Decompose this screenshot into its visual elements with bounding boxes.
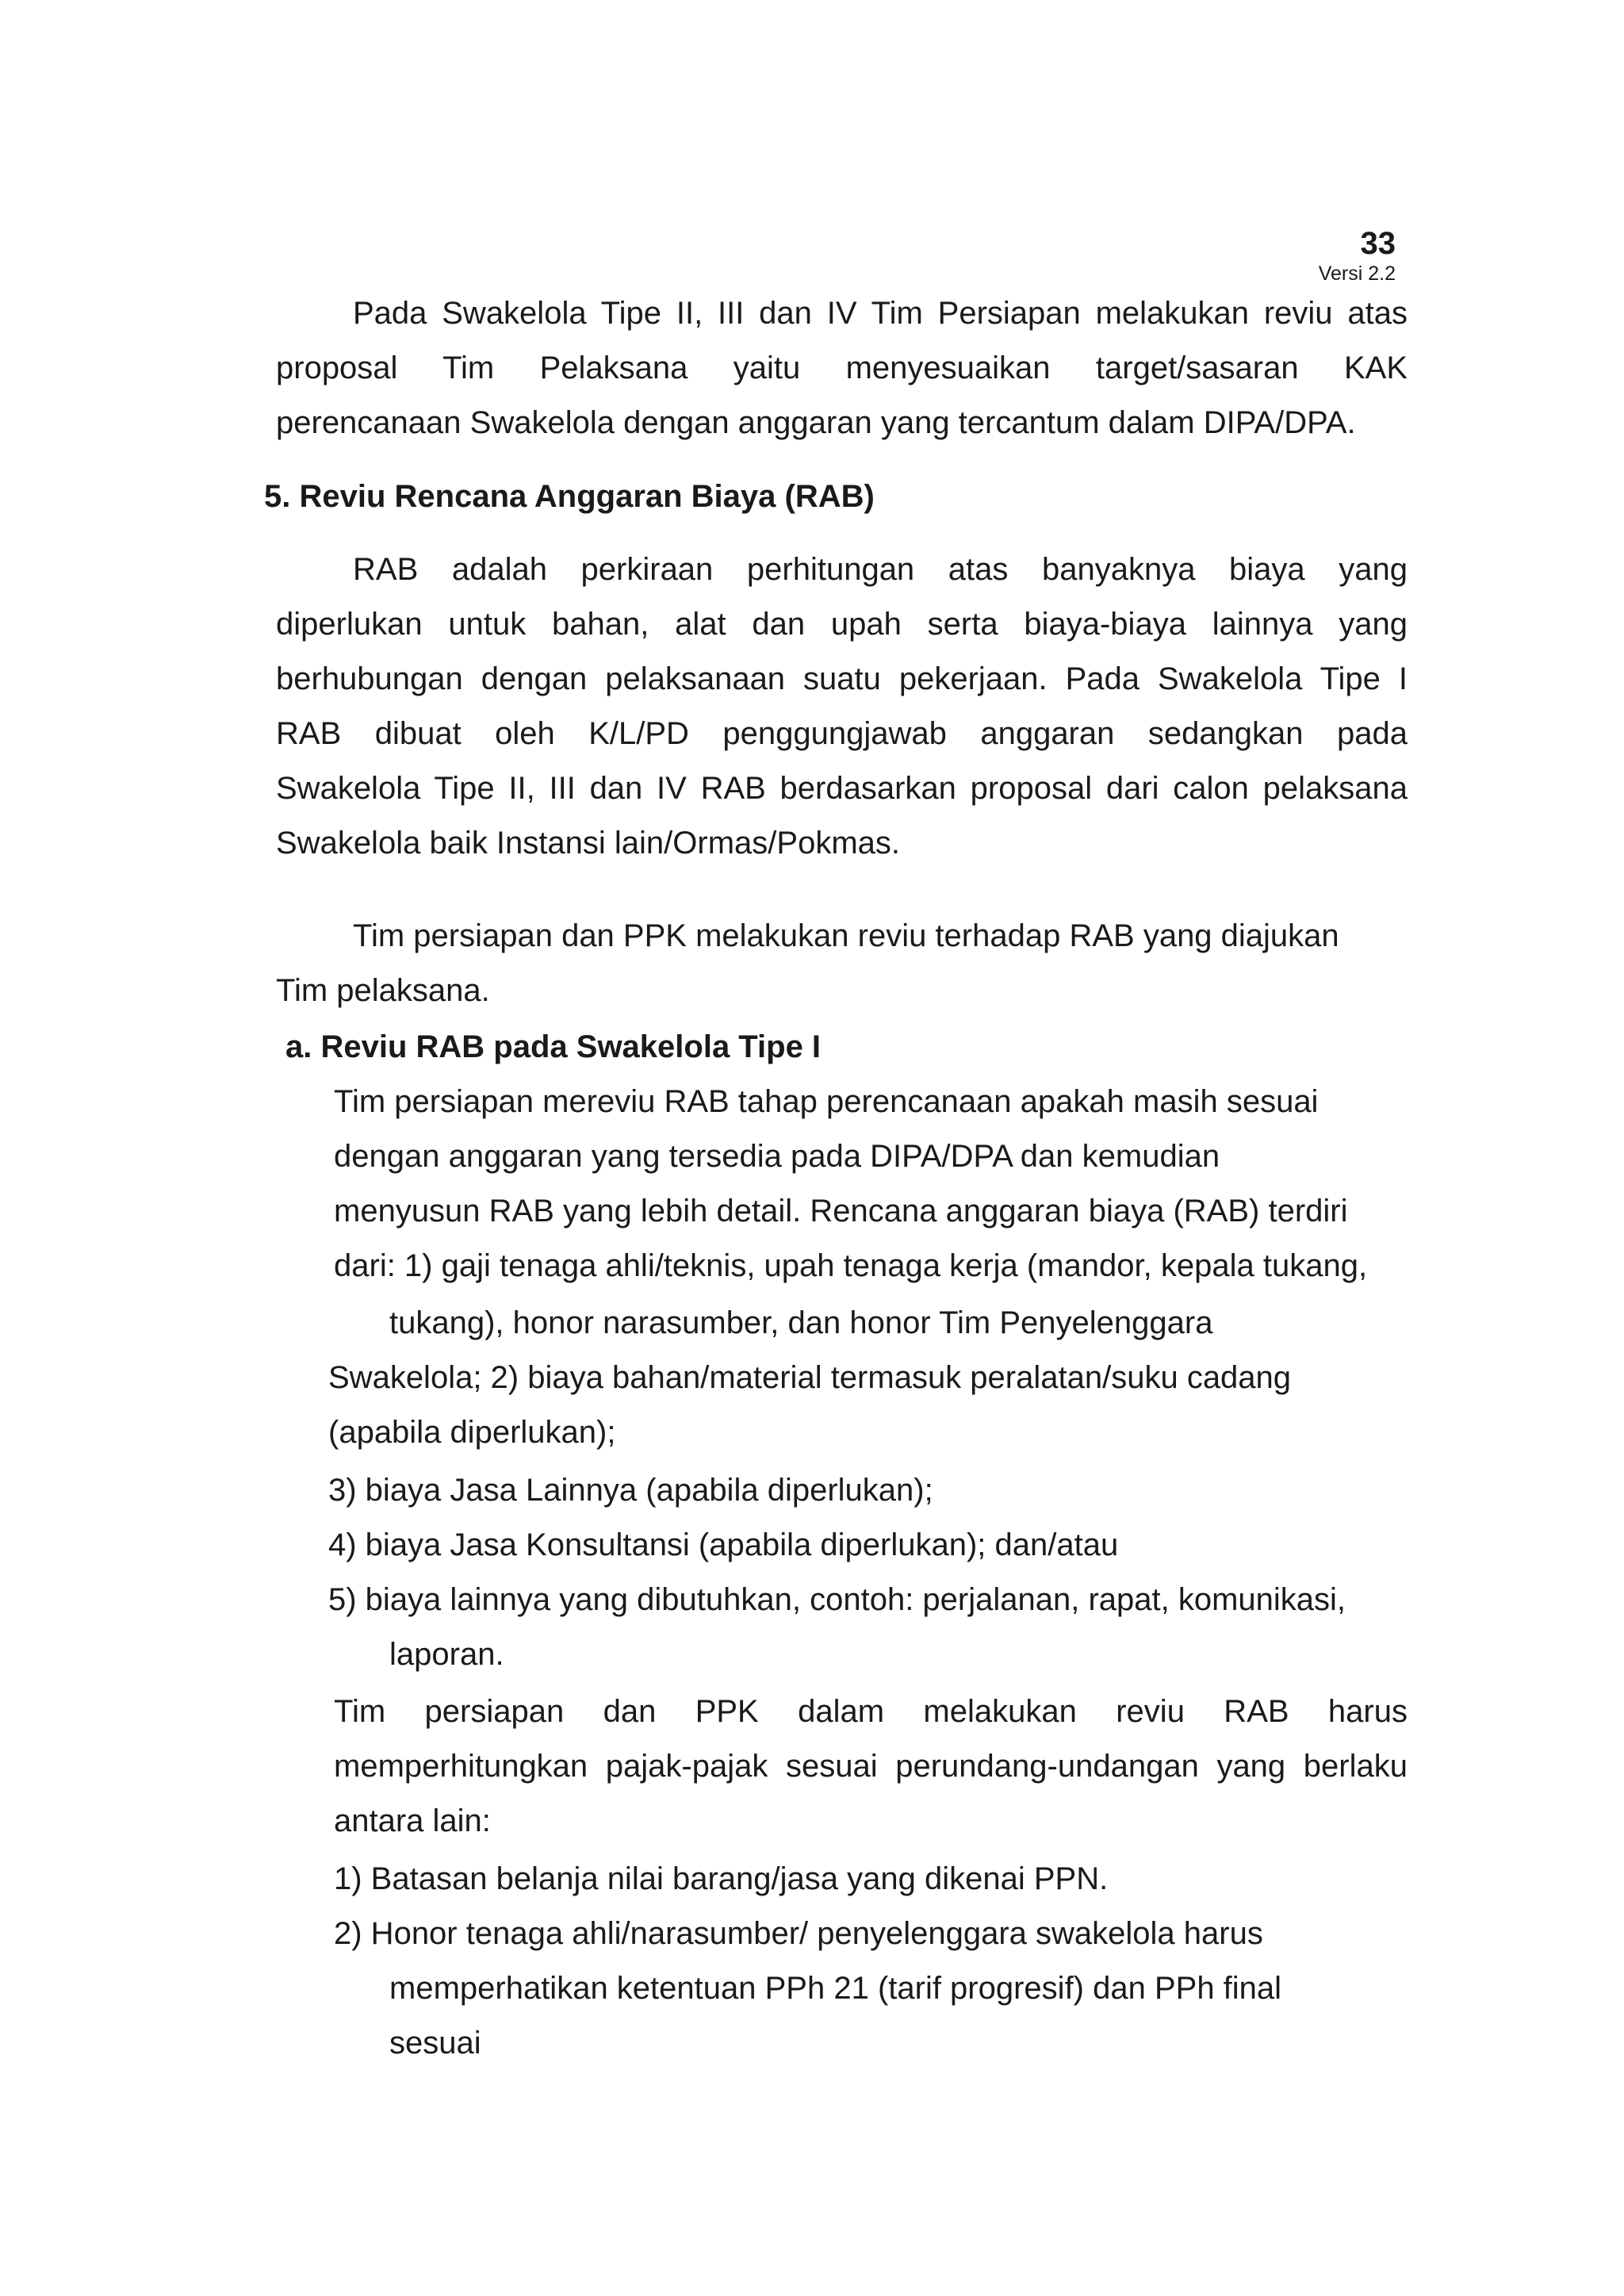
tipe1-line-2: dengan anggaran yang tersedia pada DIPA/DPA dan kemudian bbox=[334, 1139, 1220, 1174]
tax-item-2: 2) Honor tenaga ahli/narasumber/ penyelenggara swakelola harus bbox=[334, 1916, 1263, 1951]
tax-item-2-cont-2: sesuai bbox=[389, 2026, 481, 2060]
tax-item-1: 1) Batasan belanja nilai barang/jasa yang dikenai PPN. bbox=[334, 1861, 1109, 1896]
review-line-2: Tim pelaksana. bbox=[276, 973, 490, 1008]
tax-line-2: memperhitungkan pajak-pajak sesuai perundang-undangan yang berlaku bbox=[334, 1749, 1408, 1784]
tipe1-line-1: Tim persiapan mereviu RAB tahap perencanaan apakah masih sesuai bbox=[334, 1084, 1319, 1119]
tax-line-3: antara lain: bbox=[334, 1803, 491, 1838]
rab-line-5: Swakelola Tipe II, III dan IV RAB berdasarkan proposal dari calon pelaksana bbox=[276, 771, 1408, 806]
version-label: Versi 2.2 bbox=[1318, 263, 1396, 285]
list-item-3: 3) biaya Jasa Lainnya (apabila diperlukan); bbox=[328, 1473, 933, 1508]
rab-line-2: diperlukan untuk bahan, alat dan upah serta biaya-biaya lainnya yang bbox=[276, 607, 1408, 642]
intro-line-2: proposal Tim Pelaksana yaitu menyesuaikan target/sasaran KAK bbox=[276, 351, 1408, 385]
rab-line-4: RAB dibuat oleh K/L/PD penggungjawab anggaran sedangkan pada bbox=[276, 716, 1408, 751]
rab-line-1: RAB adalah perkiraan perhitungan atas banyaknya biaya yang bbox=[353, 552, 1408, 587]
rab-line-6: Swakelola baik Instansi lain/Ormas/Pokmas. bbox=[276, 826, 900, 861]
list-item-4: 4) biaya Jasa Konsultansi (apabila diperlukan); dan/atau bbox=[328, 1527, 1119, 1562]
tax-item-2-cont: memperhatikan ketentuan PPh 21 (tarif progresif) dan PPh final bbox=[389, 1971, 1282, 2006]
page-number: 33 bbox=[1360, 226, 1396, 261]
tipe1-line-5: tukang), honor narasumber, dan honor Tim Penyelenggara bbox=[389, 1305, 1213, 1340]
tipe1-line-3: menyusun RAB yang lebih detail. Rencana anggaran biaya (RAB) terdiri bbox=[334, 1194, 1348, 1228]
tipe1-line-4: dari: 1) gaji tenaga ahli/teknis, upah tenaga kerja (mandor, kepala tukang, bbox=[334, 1248, 1368, 1283]
section-heading: 5. Reviu Rencana Anggaran Biaya (RAB) bbox=[264, 479, 875, 514]
review-line-1: Tim persiapan dan PPK melakukan reviu terhadap RAB yang diajukan bbox=[353, 918, 1339, 953]
intro-line-3: perencanaan Swakelola dengan anggaran yang tercantum dalam DIPA/DPA. bbox=[276, 405, 1356, 440]
tipe1-line-6: Swakelola; 2) biaya bahan/material termasuk peralatan/suku cadang bbox=[328, 1360, 1292, 1395]
tipe1-line-7: (apabila diperlukan); bbox=[328, 1415, 616, 1450]
rab-line-3: berhubungan dengan pelaksanaan suatu pekerjaan. Pada Swakelola Tipe I bbox=[276, 661, 1408, 696]
intro-line-1: Pada Swakelola Tipe II, III dan IV Tim Persiapan melakukan reviu atas bbox=[353, 296, 1408, 331]
subsection-heading: a. Reviu RAB pada Swakelola Tipe I bbox=[285, 1029, 822, 1064]
tax-line-1: Tim persiapan dan PPK dalam melakukan reviu RAB harus bbox=[334, 1694, 1408, 1729]
list-item-5-cont: laporan. bbox=[389, 1637, 504, 1672]
list-item-5: 5) biaya lainnya yang dibutuhkan, contoh: perjalanan, rapat, komunikasi, bbox=[328, 1582, 1346, 1617]
